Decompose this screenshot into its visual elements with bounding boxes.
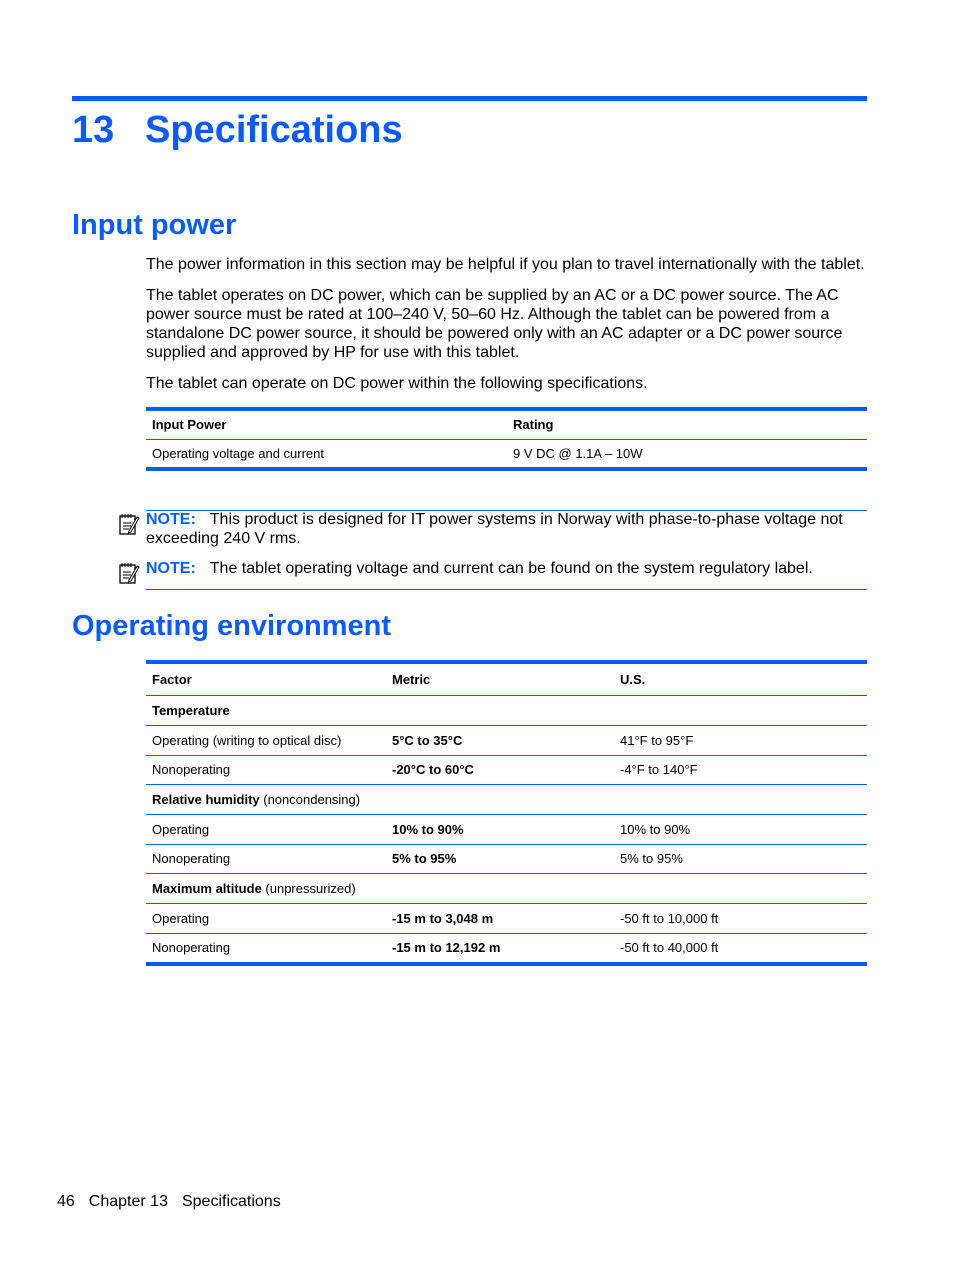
note-bottom-rule: [146, 589, 867, 590]
table-cell: Operating: [146, 814, 386, 844]
note: [146, 559, 867, 578]
column-header: Input Power: [146, 409, 507, 439]
table-row: [146, 439, 867, 469]
paragraph: The tablet can operate on DC power within the following specifications.: [146, 375, 648, 392]
group-row-humidity: [146, 784, 867, 814]
table-cell: Nonoperating: [146, 844, 386, 873]
table-cell: 5% to 95%: [386, 844, 614, 873]
table-row: [146, 903, 867, 933]
table-cell: Nonoperating: [146, 933, 386, 964]
table-header-row: [146, 409, 867, 439]
note-pencil-icon: [118, 512, 140, 536]
group-qualifier: (unpressurized): [261, 880, 356, 896]
column-header: Metric: [386, 662, 614, 695]
group-label: Maximum altitude: [152, 880, 262, 896]
footer-chapter-label: Chapter 13: [88, 1193, 168, 1210]
table-cell: Nonoperating: [146, 755, 386, 784]
table-cell: 5°C to 35°C: [386, 725, 614, 755]
chapter-title-text: Specifications: [145, 109, 403, 151]
footer-chapter-title: Specifications: [181, 1193, 281, 1210]
table-row: [146, 755, 867, 784]
group-label-cell: [146, 873, 867, 903]
table-row: [146, 725, 867, 755]
table-cell: 9 V DC @ 1.1A – 10W: [507, 439, 867, 469]
table-cell: -4°F to 140°F: [614, 755, 867, 784]
note-label: NOTE:: [146, 560, 196, 577]
group-label-cell: [146, 784, 867, 814]
column-header: Factor: [146, 662, 386, 695]
chapter-title: [72, 106, 403, 154]
group-row-altitude: [146, 873, 867, 903]
column-header: U.S.: [614, 662, 867, 695]
table-cell: -50 ft to 40,000 ft: [614, 933, 867, 964]
table-cell: -15 m to 12,192 m: [386, 933, 614, 964]
table-cell: 41°F to 95°F: [614, 725, 867, 755]
chapter-number: 13: [72, 109, 115, 151]
table-cell: 5% to 95%: [614, 844, 867, 873]
operating-environment-table: [146, 660, 867, 966]
section-heading-input-power: Input power: [72, 209, 237, 241]
section-heading-operating-environment: Operating environment: [72, 610, 392, 642]
table-row: [146, 814, 867, 844]
group-label: Relative humidity: [152, 791, 260, 807]
table-cell: -15 m to 3,048 m: [386, 903, 614, 933]
table-cell: Operating (writing to optical disc): [146, 725, 386, 755]
paragraph: The tablet operates on DC power, which can be supplied by an AC or a DC power source. The AC power source must be rated at 100–240 V, 50–60 Hz. Although the tablet can be powered from a standalone DC power source, it should be powered only with an AC adapter or a DC power source supplied and approved by HP for use with this tablet.: [146, 287, 843, 361]
note-text: This product is designed for IT power systems in Norway with phase-to-phase voltage not exceeding 240 V rms.: [146, 511, 843, 547]
table-cell: Operating: [146, 903, 386, 933]
input-power-table: [146, 407, 867, 471]
table-header-row: [146, 662, 867, 695]
table-row: [146, 933, 867, 964]
table-cell: 10% to 90%: [614, 814, 867, 844]
page-footer: [57, 1192, 295, 1211]
note-pencil-icon: [118, 561, 140, 585]
group-qualifier: (noncondensing): [259, 791, 361, 807]
note-label: NOTE:: [146, 511, 196, 528]
page-number: 46: [57, 1193, 75, 1210]
table-cell: Operating voltage and current: [146, 439, 507, 469]
group-label: Temperature: [146, 695, 867, 725]
chapter-rule: [72, 96, 867, 101]
note-text: The tablet operating voltage and current can be found on the system regulatory label.: [209, 560, 813, 577]
column-header: Rating: [507, 409, 867, 439]
note: [146, 510, 867, 548]
table-row: [146, 844, 867, 873]
table-cell: 10% to 90%: [386, 814, 614, 844]
table-cell: -50 ft to 10,000 ft: [614, 903, 867, 933]
group-row-temperature: [146, 695, 867, 725]
paragraph: The power information in this section may be helpful if you plan to travel internationally with the tablet.: [146, 256, 865, 273]
table-cell: -20°C to 60°C: [386, 755, 614, 784]
